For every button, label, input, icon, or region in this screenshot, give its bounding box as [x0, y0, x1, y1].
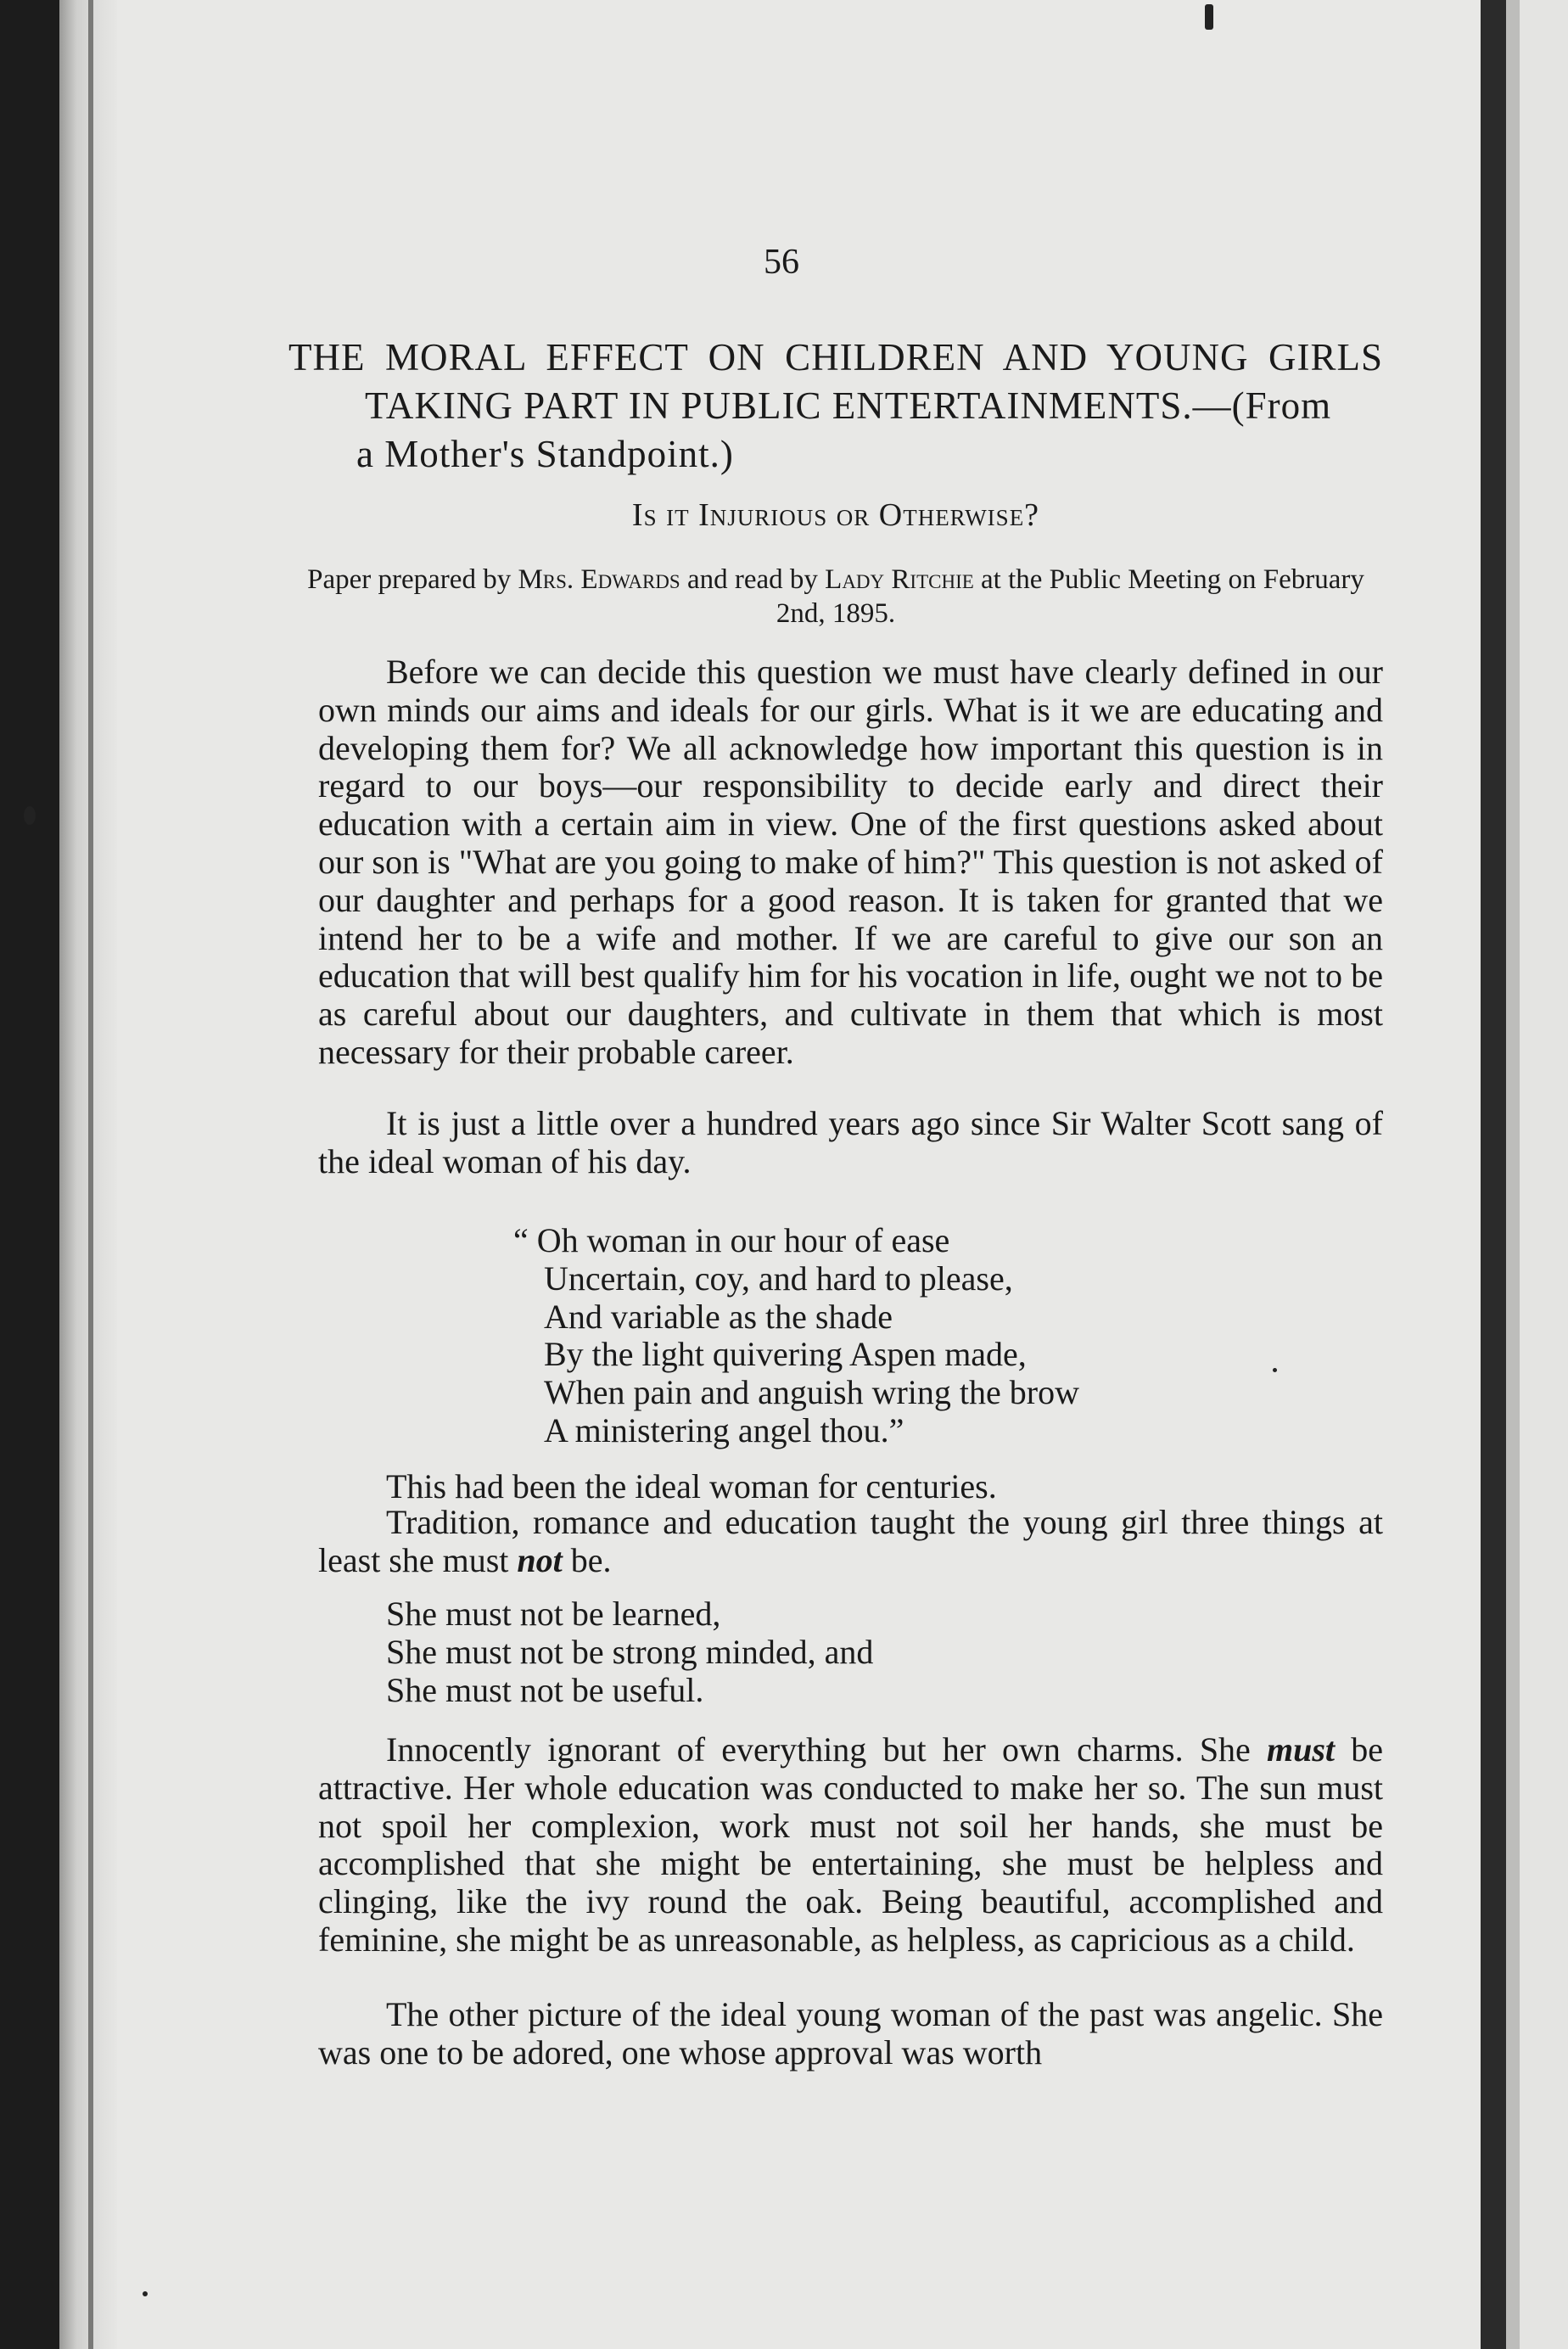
list-item: She must not be strong minded, and — [386, 1632, 874, 1671]
ink-speck — [1273, 1368, 1277, 1372]
list-item: She must not be useful. — [386, 1670, 704, 1709]
poem-line: “ Oh woman in our hour of ease — [513, 1221, 950, 1259]
title-line-3: a Mother's Standpoint.) — [356, 433, 734, 475]
paragraph-1 — [318, 653, 1383, 1072]
paragraph-text — [318, 1504, 1383, 1580]
paragraph-text: This had been the ideal woman for centuries. — [386, 1467, 997, 1505]
attribution — [301, 563, 1370, 631]
binding-line — [88, 0, 93, 2349]
title-line-2: TAKING PART IN PUBLIC ENTERTAINMENTS.—(From — [365, 384, 1332, 427]
paragraph-text — [318, 1731, 1383, 1959]
poem-line: When pain and anguish wring the brow — [544, 1373, 1079, 1412]
ink-speck — [1205, 4, 1213, 30]
paragraph-text-start: Tradition, romance and education taught the young girl three things at least she must — [318, 1503, 1383, 1579]
paragraph-4 — [318, 1504, 1383, 1580]
paragraph-text-start: Innocently ignorant of everything but her own charms. She — [386, 1730, 1251, 1769]
paragraph-5 — [318, 1731, 1383, 1959]
paragraph-text: Before we can decide this question we must have clearly defined in our own minds our aims and ideals for our girls. What is it we are educating and developing them for? We all acknowledge how important this question is in regard to our boys—our responsibility to decide early and direct their education with a certain aim in view. One of the first questions asked about our son is "What are you going to make of him?" This question is not asked of our daughter and perhaps for a good reason. It is taken for granted that we intend her to be a wife and mother. If we are careful to give our son an education that will best qualify him for his vocation in life, ought we not to be as careful about our daughters, and cultivate in them that which is most necessary for their probable career. — [318, 653, 1383, 1071]
emphasis-must: must — [1267, 1730, 1336, 1769]
article-title — [288, 334, 1383, 479]
must-not-list — [386, 1595, 873, 1709]
poem-line: A ministering angel thou.” — [544, 1410, 904, 1449]
paragraph-text: It is just a little over a hundred years ago since Sir Walter Scott sang of the ideal woman of his day. — [318, 1104, 1383, 1180]
paragraph-6 — [318, 1996, 1383, 2072]
paragraph-2 — [318, 1105, 1383, 1181]
ink-speck — [24, 806, 36, 825]
poem-line: And variable as the shade — [544, 1297, 893, 1336]
attribution-middle: and read by — [686, 564, 818, 595]
emphasis-not: not — [517, 1540, 563, 1579]
attribution-suffix: at the Public Meeting on February 2nd, 1895. — [776, 564, 1364, 629]
ink-speck — [143, 2291, 148, 2296]
adjacent-page-shadow — [1506, 0, 1520, 2349]
paragraph-3 — [318, 1468, 1383, 1506]
article-subtitle: Is it Injurious or Otherwise? — [631, 497, 1040, 533]
author-name: Mrs. Edwards — [518, 564, 680, 595]
poem-quote — [513, 1222, 1079, 1450]
paragraph-text-end: be. — [570, 1540, 612, 1579]
book-gutter — [1481, 0, 1506, 2349]
title-line-1: THE MORAL EFFECT ON CHILDREN AND YOUNG GIRLS — [288, 336, 1383, 378]
attribution-prefix: Paper prepared by — [307, 564, 512, 595]
page-number: 56 — [764, 243, 799, 282]
paragraph-text: The other picture of the ideal young woman of the past was angelic. She was one to be adored, one whose approval was worth — [318, 1995, 1383, 2071]
reader-name: Lady Ritchie — [825, 564, 974, 595]
paragraph-text-end: be attractive. Her whole education was conducted to make her so. The sun must not spoil her complexion, work must not soil her hands, she must be accomplished that she might be entertaining, she must be helpless and clinging, like the ivy round the oak. Being beautiful, accomplished and feminine, she might be as unreasonable, as helpless, as capricious as a child. — [318, 1730, 1383, 1959]
poem-line: Uncertain, coy, and hard to please, — [544, 1259, 1013, 1298]
poem-line: By the light quivering Aspen made, — [544, 1335, 1027, 1374]
list-item: She must not be learned, — [386, 1595, 721, 1633]
